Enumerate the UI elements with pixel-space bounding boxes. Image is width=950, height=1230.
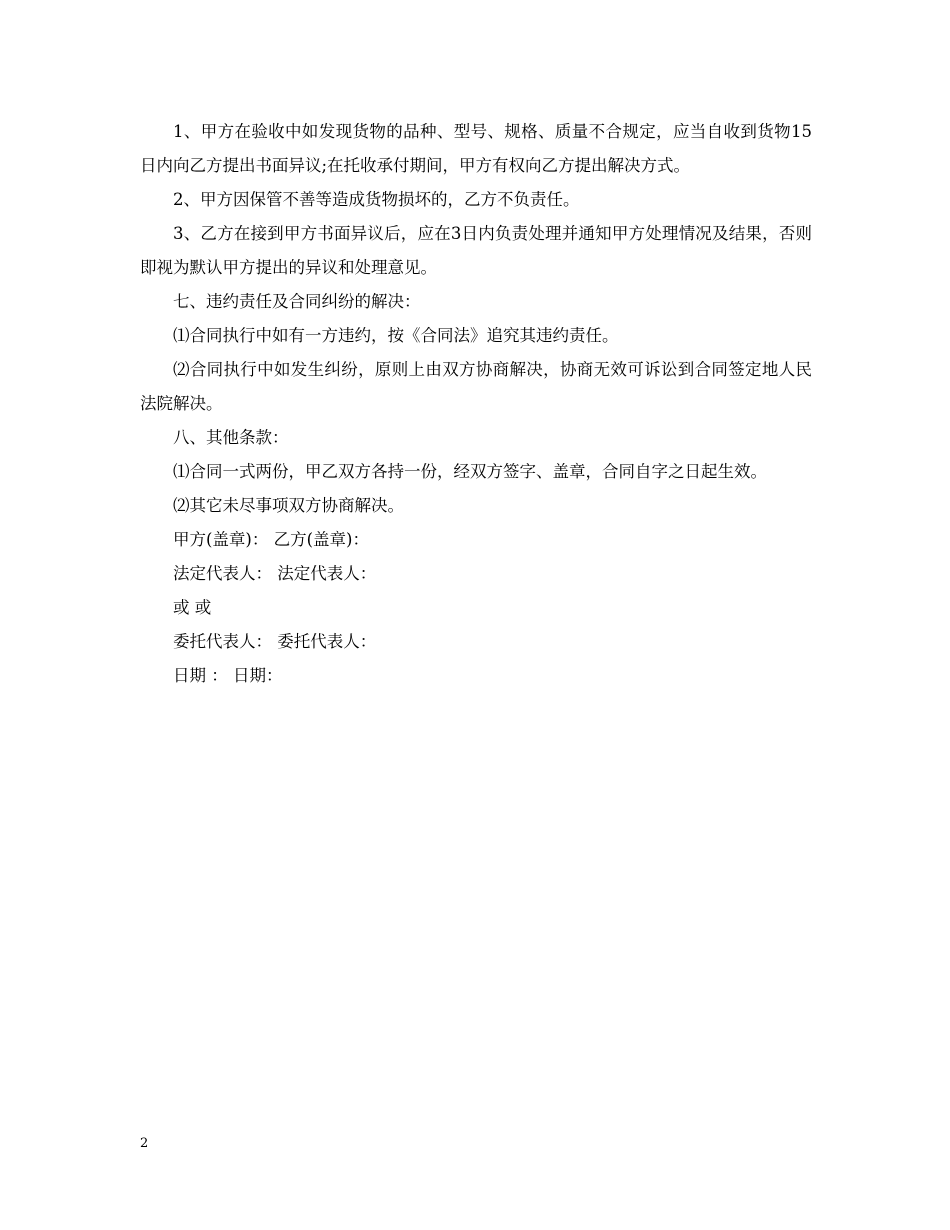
paragraph-other-2: ⑵其它未尽事项双方协商解决。: [173, 496, 404, 515]
signature-date-line: 日期 ： 日期：: [173, 666, 283, 685]
signature-party-line: 甲方(盖章)： 乙方(盖章)：: [173, 530, 369, 549]
signature-or-line: 或 或: [173, 598, 212, 617]
page-number: 2: [140, 1136, 149, 1151]
paragraph-clause-1: 1、甲方在验收中如发现货物的品种、型号、规格、质量不合规定，应当自收到货物15日内向乙方提出书面异议;在托收承付期间，甲方有权向乙方提出解决方式。: [140, 122, 812, 175]
signature-legal-rep-line: 法定代表人： 法定代表人：: [173, 564, 377, 583]
paragraph-clause-2: 2、甲方因保管不善等造成货物损坏的，乙方不负责任。: [173, 190, 580, 209]
paragraph-clause-3: 3、乙方在接到甲方书面异议后，应在3日内负责处理并通知甲方处理情况及结果，否则即视为默认甲方提出的异议和处理意见。: [140, 224, 812, 277]
section-heading-7: 七、违约责任及合同纠纷的解决：: [173, 292, 421, 311]
paragraph-other-1: ⑴合同一式两份，甲乙双方各持一份，经双方签字、盖章，合同自字之日起生效。: [173, 462, 767, 481]
paragraph-liability-2: ⑵合同执行中如发生纠纷，原则上由双方协商解决，协商无效可诉讼到合同签定地人民法院解决。: [140, 360, 812, 413]
section-heading-8: 八、其他条款：: [173, 428, 289, 447]
document-body: [140, 115, 812, 693]
paragraph-liability-1: ⑴合同执行中如有一方违约，按《合同法》追究其违约责任。: [173, 326, 619, 345]
signature-agent-line: 委托代表人： 委托代表人：: [173, 632, 377, 651]
